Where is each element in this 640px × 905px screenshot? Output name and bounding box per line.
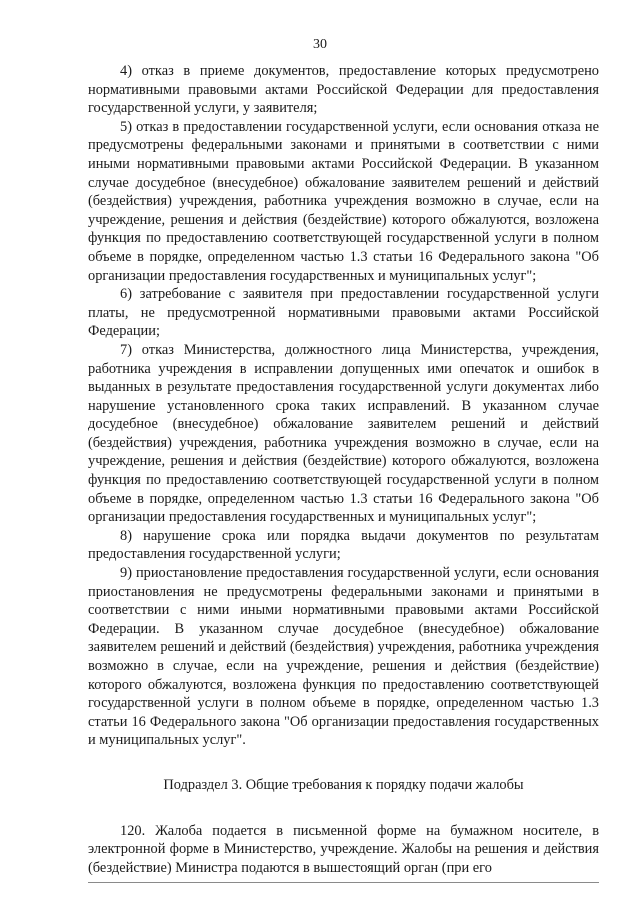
list-item-8: 8) нарушение срока или порядка выдачи документов по результатам предоставления государственной услуги; <box>88 527 599 563</box>
list-item-6: 6) затребование с заявителя при предоставлении государственной услуги платы, не предусмотренной нормативными правовыми актами Российской Федерации; <box>88 286 599 340</box>
list-item-9: 9) приостановление предоставления государственной услуги, если основания приостановления не предусмотрены федеральными законами и принятыми в соответствии с ними иными нормативными правовыми актами Российской Федерации. В указанном случае досудебное (внесудебное) обжалование заявителем решений и действий (бездействия) учреждения, работника учреждения возможно в случае, если на учреждение, решения и действия (бездействие) которого обжалуются, возложена функция по предоставлению соответствующей государственной услуги в полном объеме в порядке, определенном частью 1.3 статьи 16 Федерального закона "Об организации предоставления государственных и муниципальных услуг". <box>88 565 599 749</box>
subsection-heading: Подраздел 3. Общие требования к порядку подачи жалобы <box>163 776 524 793</box>
list-item-7: 7) отказ Министерства, должностного лица Министерства, учреждения, работника учреждения в исправлении допущенных ими опечаток и ошибок в выданных в результате предоставления государственной услуги документах либо нарушение установленного срока таких исправлений. В указанном случае досудебное (внесудебное) обжалование заявителем решений и действий (бездействия) учреждения, работника учреждения возможно в случае, если на учреждение, решения и действия (бездействие) которого обжалуются, возложена функция по предоставлению соответствующей государственной услуги в полном объеме в порядке, определенном частью 1.3 статьи 16 Федерального закона "Об организации предоставления государственных и муниципальных услуг"; <box>88 341 599 526</box>
list-item-5: 5) отказ в предоставлении государственной услуги, если основания отказа не предусмотрены федеральными законами и принятыми в соответствии с ними иными нормативными правовыми актами Российской Федерации. В указанном случае досудебное (внесудебное) обжалование заявителем решений и действий (бездействия) учреждения, работника учреждения возможно в случае, если на учреждение, решения и действия (бездействие) которого обжалуются, возложена функция по предоставлению соответствующей государственной услуги в полном объеме в порядке, определенном частью 1.3 статьи 16 Федерального закона "Об организации предоставления государственных и муниципальных услуг"; <box>88 118 599 284</box>
list-item-4: 4) отказ в приеме документов, предоставление которых предусмотрено нормативными правовыми актами Российской Федерации для предоставления государственной услуги, у заявителя; <box>88 63 599 117</box>
page-bottom-rule <box>88 882 599 883</box>
paragraph-120: 120. Жалоба подается в письменной форме на бумажном носителе, в электронной форме в Министерство, учреждение. Жалобы на решения и действия (бездействие) Министра подаются в вышестоящий орган (при его <box>88 822 599 876</box>
document-body <box>88 62 599 877</box>
page-number: 30 <box>313 37 327 52</box>
